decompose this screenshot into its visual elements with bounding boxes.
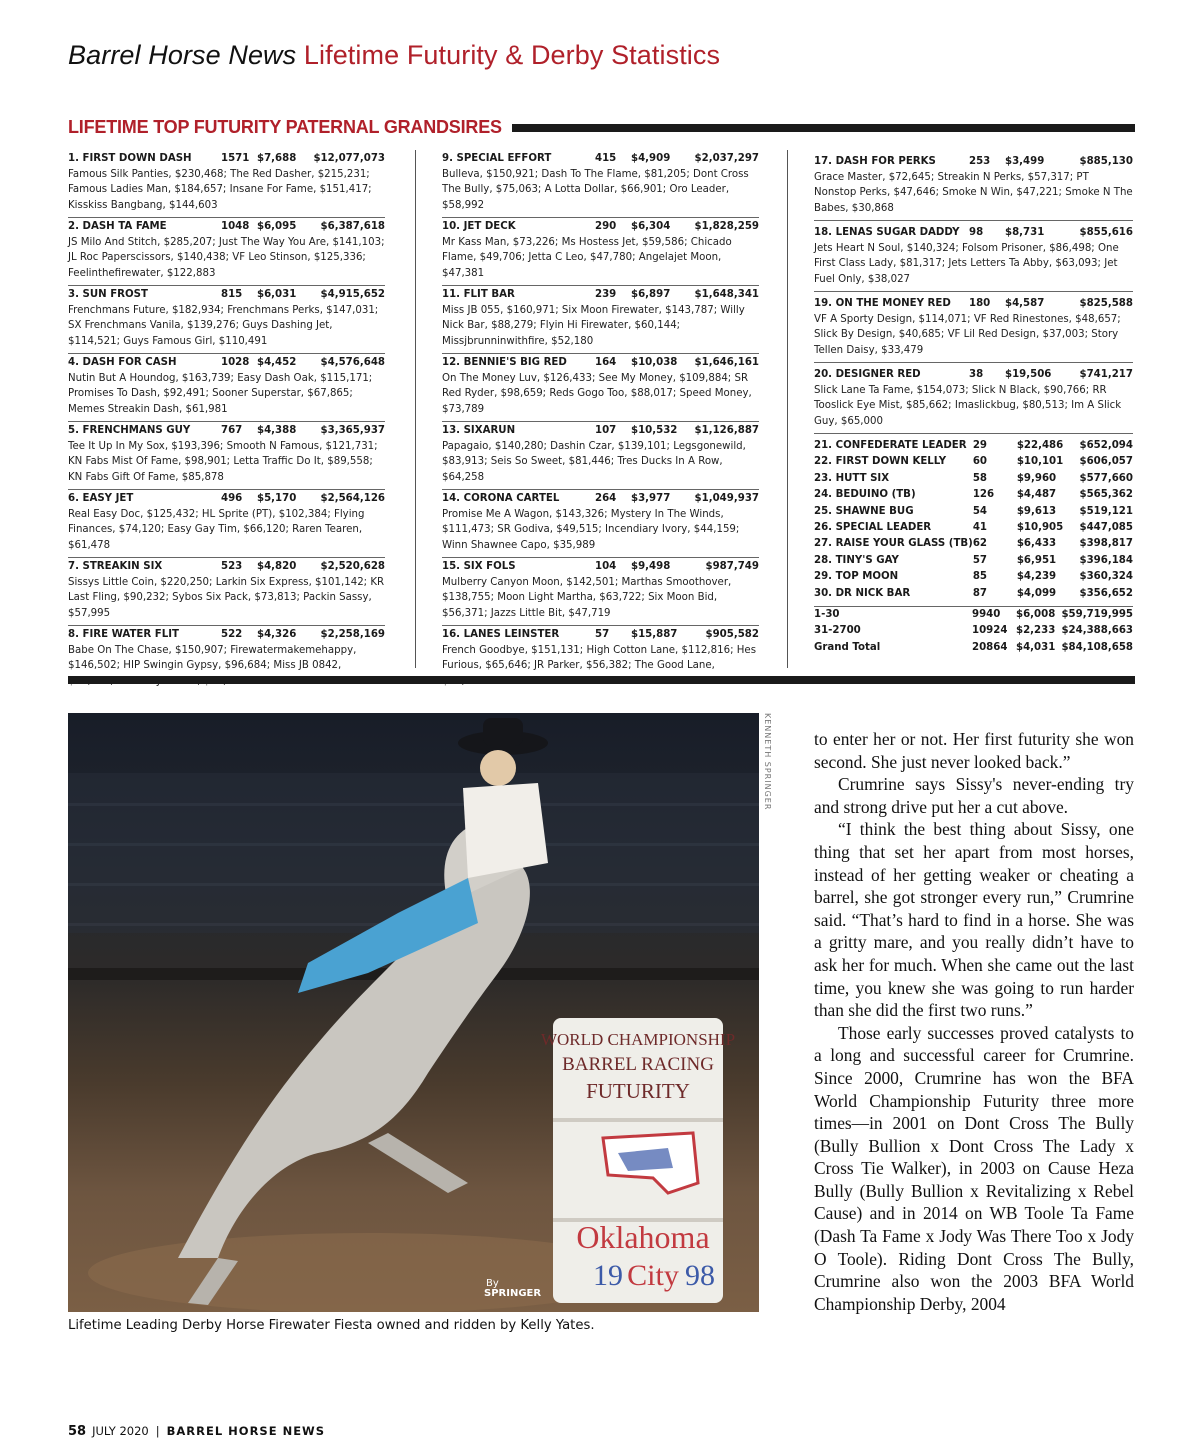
average-earnings: $4,487 xyxy=(1016,489,1057,501)
stats-column-3 xyxy=(814,150,1133,656)
page-title xyxy=(68,40,720,71)
average-earnings: $6,031 xyxy=(257,289,297,300)
top-earners-list: Papagaio, $140,280; Dashin Czar, $139,101; Legsgonewild, $83,913; Seis So Sweet, $81,446; Tres Ducks In A Row, $64,258 xyxy=(442,440,746,483)
article-paragraph-3: “I think the best thing about Sissy, one thing that set her apart from most horses, instead of her getting weaker or cheating a barrel, she got stronger every run,” Crumrine said. “That’s hard to find in a horse. She was a gritty mare, and you really didn’t have to ask her for much. When she came out the last time, you knew she was going to run harder than she did the first two runs.” xyxy=(814,819,1134,1021)
top-earners-list: Frenchmans Future, $182,934; Frenchmans Perks, $147,031; SX Frenchmans Vanila, $139,276; Guys Dashing Jet, $114,521; Guys Famous Girl, $110,491 xyxy=(68,304,379,347)
sire-entry xyxy=(68,422,385,490)
average-earnings: $6,897 xyxy=(631,289,671,300)
total-earnings: $24,388,663 xyxy=(1061,625,1133,637)
sire-name: 2. DASH TA FAME xyxy=(68,221,167,232)
average-earnings: $4,909 xyxy=(631,153,671,164)
total-earnings: $2,258,169 xyxy=(320,629,385,640)
sire-entry-header xyxy=(814,154,1133,170)
total-earnings: $2,520,628 xyxy=(320,561,385,572)
sire-entry xyxy=(442,490,759,558)
total-earnings: $356,652 xyxy=(1079,587,1133,599)
average-earnings: $22,486 xyxy=(1016,440,1064,451)
rank-row xyxy=(814,586,1133,602)
footer-separator: | xyxy=(155,1424,160,1438)
total-earnings: $447,085 xyxy=(1079,522,1133,534)
foal-count: 126 xyxy=(972,489,995,501)
sire-entry-header xyxy=(68,219,385,235)
sire-entry-header xyxy=(814,367,1133,383)
sire-name: 10. JET DECK xyxy=(442,221,516,232)
total-earnings: $905,582 xyxy=(705,629,759,640)
sire-name: 1-30 xyxy=(814,609,840,621)
sire-name: 1. FIRST DOWN DASH xyxy=(68,153,192,164)
sire-name: 16. LANES LEINSTER xyxy=(442,629,560,640)
total-earnings: $1,126,887 xyxy=(694,425,759,436)
average-earnings: $6,951 xyxy=(1016,554,1057,566)
sire-entry xyxy=(68,286,385,354)
total-row xyxy=(814,640,1133,656)
column-3-entries xyxy=(814,150,1133,434)
foal-count: 62 xyxy=(972,538,988,550)
photographer-signature-name: SPRINGER xyxy=(484,1288,542,1299)
foal-count: 58 xyxy=(972,472,988,484)
barrel-year-1: 19 xyxy=(593,1259,623,1292)
sire-entry xyxy=(442,558,759,626)
stats-column-2 xyxy=(442,150,759,693)
sire-entry-header xyxy=(442,287,759,303)
total-earnings: $987,749 xyxy=(705,561,759,572)
section-heading: LIFETIME TOP FUTURITY PATERNAL GRANDSIRES xyxy=(68,116,502,137)
total-earnings: $2,037,297 xyxy=(694,153,759,164)
barrel-text-line-3: FUTURITY xyxy=(586,1079,690,1103)
rank-row xyxy=(814,569,1133,585)
average-earnings: $6,433 xyxy=(1016,538,1057,550)
sire-entry xyxy=(814,221,1133,292)
foal-count: 767 xyxy=(221,425,243,436)
sire-entry-header xyxy=(68,423,385,439)
sire-name: 19. ON THE MONEY RED xyxy=(814,298,951,309)
sire-name: 30. DR NICK BAR xyxy=(814,587,911,599)
sire-name: 18. LENAS SUGAR DADDY xyxy=(814,227,960,238)
average-earnings: $9,498 xyxy=(631,561,671,572)
average-earnings: $4,239 xyxy=(1016,571,1057,583)
sire-name: 29. TOP MOON xyxy=(814,571,899,583)
sire-entry-header xyxy=(68,287,385,303)
sire-entry-header xyxy=(68,559,385,575)
sire-entry xyxy=(442,286,759,354)
sire-entry xyxy=(442,218,759,286)
sire-name: 4. DASH FOR CASH xyxy=(68,357,177,368)
top-earners-list: Slick Lane Ta Fame, $154,073; Slick N Black, $90,766; RR Tooslick Eye Mist, $85,662; Imaslickbug, $80,513; Im A Slick Guy, $65,000 xyxy=(814,384,1122,427)
average-earnings: $7,688 xyxy=(257,153,297,164)
average-earnings: $4,452 xyxy=(257,357,297,368)
barrel-year-2: 98 xyxy=(685,1259,715,1292)
sire-name: 27. RAISE YOUR GLASS (TB) xyxy=(814,538,973,550)
top-earners-list: Tee It Up In My Sox, $193,396; Smooth N Famous, $121,731; KN Fabs Mist Of Fame, $98,901; Letta Traffic Do It, $89,558; KN Fabs Gift Of Fame, $85,878 xyxy=(68,440,378,483)
top-earners-list: Mulberry Canyon Moon, $142,501; Marthas Smoothover, $138,755; Moon Light Martha, $63,722; Six Moon Bid, $56,371; Jazzs Little Bit, $47,719 xyxy=(442,576,732,619)
photo-credit: KENNETH SPRINGER xyxy=(763,713,772,811)
photographer-signature-by: By xyxy=(486,1278,499,1289)
total-earnings: $398,817 xyxy=(1079,538,1133,550)
foal-count: 180 xyxy=(969,298,991,309)
top-earners-list: On The Money Luv, $126,433; See My Money, $109,884; SR Red Ryder, $98,659; Reds Gogo Too, $88,017; Speed Money, $73,789 xyxy=(442,372,752,415)
total-earnings: $741,217 xyxy=(1079,369,1133,380)
foal-count: 87 xyxy=(972,587,988,599)
sire-name: 23. HUTT SIX xyxy=(814,472,890,484)
average-earnings: $10,532 xyxy=(631,425,678,436)
barrel-text-line-1: WORLD CHAMPIONSHIP xyxy=(540,1030,736,1049)
foal-count: 522 xyxy=(221,629,243,640)
sire-name: 8. FIRE WATER FLIT xyxy=(68,629,179,640)
sire-name: 13. SIXARUN xyxy=(442,425,516,436)
sire-entry-header xyxy=(68,491,385,507)
foal-count: 264 xyxy=(595,493,617,504)
article-paragraph-1: to enter her or not. Her first futurity she won second. She just never looked back.” xyxy=(814,729,1134,772)
top-earners-list: Babe On The Chase, $150,907; Firewatermakemehappy, $146,502; HIP Swingin Gypsy, $96,684; Miss JB 0842, xyxy=(68,644,357,671)
total-row xyxy=(814,607,1133,624)
magazine-name: BARREL HORSE NEWS xyxy=(166,1424,326,1438)
sire-entry-header xyxy=(68,151,385,167)
foal-count: 38 xyxy=(969,369,984,380)
foal-count: 253 xyxy=(969,156,991,167)
sire-entry xyxy=(442,150,759,218)
average-earnings: $4,326 xyxy=(257,629,297,640)
sire-name: 7. STREAKIN SIX xyxy=(68,561,163,572)
top-earners-list: Miss JB 055, $160,971; Six Moon Firewater, $143,787; Willy Nick Bar, $88,279; Flyin Hi Firewater, $60,144; Missjbrunninwithfire, $52,180 xyxy=(442,304,745,347)
sire-entry-header xyxy=(814,296,1133,312)
sire-name: 11. FLIT BAR xyxy=(442,289,515,300)
sire-name: 20. DESIGNER RED xyxy=(814,369,921,380)
photo-illustration xyxy=(68,713,759,1312)
stats-column-1 xyxy=(68,150,385,693)
stats-title: Lifetime Futurity & Derby Statistics xyxy=(303,40,721,70)
sire-entry-header xyxy=(442,219,759,235)
total-earnings: $1,049,937 xyxy=(694,493,759,504)
section-heading-row xyxy=(68,114,1135,140)
foal-count: 1571 xyxy=(221,153,250,164)
sire-name: 21. CONFEDERATE LEADER xyxy=(814,440,967,451)
average-earnings: $9,613 xyxy=(1016,505,1057,517)
sire-entry xyxy=(68,218,385,286)
sire-name: 9. SPECIAL EFFORT xyxy=(442,153,552,164)
sire-name: 14. CORONA CARTEL xyxy=(442,493,560,504)
top-earners-list: Promise Me A Wagon, $143,326; Mystery In The Winds, $111,473; SR Godiva, $49,515; Incendiary Ivory, $44,159; Winn Shawnee Capo, $35,989 xyxy=(442,508,740,551)
sire-name: 26. SPECIAL LEADER xyxy=(814,522,932,534)
average-earnings: $4,820 xyxy=(257,561,297,572)
top-earners-list: Mr Kass Man, $73,226; Ms Hostess Jet, $59,586; Chicado Flame, $49,706; Jetta C Leo, $47,780; Angelajet Moon, $47,381 xyxy=(442,236,732,279)
sire-name: 31-2700 xyxy=(814,625,861,637)
sire-name: 24. BEDUINO (TB) xyxy=(814,489,916,501)
barrel-racing-photo xyxy=(68,713,759,1312)
total-earnings: $360,324 xyxy=(1079,571,1133,583)
foal-count: 9940 xyxy=(972,609,1001,621)
article-body xyxy=(814,728,1134,1315)
top-earners-list: Nutin But A Houndog, $163,739; Easy Dash Oak, $115,171; Promises To Dash, $92,491; Sooner Superstar, $67,865; Memes Streakin Dash, $61,981 xyxy=(68,372,373,415)
top-earners-list: Real Easy Doc, $125,432; HL Sprite (PT), $102,384; Flying Finances, $74,120; Easy Gay Tim, $66,120; Raren Tearen, $61,478 xyxy=(68,508,365,551)
barrel xyxy=(541,1018,735,1303)
average-earnings: $10,905 xyxy=(1016,522,1064,534)
sire-entry-header xyxy=(442,423,759,439)
foal-count: 496 xyxy=(221,493,243,504)
top-earners-list: Famous Silk Panties, $230,468; The Red Dasher, $215,231; Famous Ladies Man, $184,657; Insane For Fame, $151,417; Kisskiss Bangbang, $144,603 xyxy=(68,168,372,211)
top-earners-list: JS Milo And Stitch, $285,207; Just The Way You Are, $141,103; JL Roc Paperscissors, $140,438; VF Leo Stinson, $125,336; Feelinthefirewater, $122,883 xyxy=(68,236,385,279)
foal-count: 98 xyxy=(969,227,984,238)
sire-entry xyxy=(68,558,385,626)
sire-name: 17. DASH FOR PERKS xyxy=(814,156,936,167)
total-earnings: $1,646,161 xyxy=(694,357,759,368)
sire-entry xyxy=(68,150,385,218)
sire-entry-header xyxy=(814,225,1133,241)
top-earners-list: French Goodbye, $151,131; High Cotton Lane, $112,816; Hes Furious, $65,646; JR Parker, $56,382; The Good Lane, xyxy=(442,644,757,671)
total-earnings: $519,121 xyxy=(1079,505,1133,517)
total-earnings: $855,616 xyxy=(1079,227,1133,238)
magazine-title: Barrel Horse News xyxy=(68,40,297,70)
sire-name: 12. BENNIE'S BIG RED xyxy=(442,357,567,368)
total-earnings: $825,588 xyxy=(1079,298,1133,309)
barrel-city-word-2: City xyxy=(627,1259,679,1292)
top-earners-list: VF A Sporty Design, $114,071; VF Red Rinestones, $48,657; Slick By Design, $40,685; VF Lil Red Design, $37,003; Story Tellen Daisy, $33,479 xyxy=(814,313,1121,356)
sire-entry xyxy=(814,150,1133,221)
average-earnings: $3,499 xyxy=(1005,156,1045,167)
article-paragraph-2: Crumrine says Sissy's never-ending try and strong drive put her a cut above. xyxy=(814,774,1134,817)
total-earnings: $565,362 xyxy=(1079,489,1133,501)
foal-count: 104 xyxy=(595,561,617,572)
average-earnings: $4,099 xyxy=(1016,587,1057,599)
rank-row xyxy=(814,487,1133,503)
sire-entry xyxy=(442,422,759,490)
top-earners-list: Sissys Little Coin, $220,250; Larkin Six Express, $101,142; KR Last Fling, $90,232; Sybos Six Pack, $73,813; Packin Sassy, $57,995 xyxy=(68,576,385,619)
foal-count: 10924 xyxy=(972,625,1008,637)
total-earnings: $652,094 xyxy=(1079,440,1133,451)
issue-date: JULY 2020 xyxy=(92,1424,149,1438)
sire-name: 5. FRENCHMANS GUY xyxy=(68,425,191,436)
column-divider xyxy=(415,150,416,668)
total-earnings: $2,564,126 xyxy=(320,493,385,504)
foal-count: 523 xyxy=(221,561,243,572)
sire-name: 3. SUN FROST xyxy=(68,289,148,300)
total-earnings: $1,828,259 xyxy=(694,221,759,232)
top-earners-list: Bulleva, $150,921; Dash To The Flame, $81,205; Dont Cross The Bully, $75,063; A Lotta Dollar, $66,901; Oro Leader, $58,992 xyxy=(442,168,749,211)
sire-entry-header xyxy=(442,355,759,371)
total-earnings: $396,184 xyxy=(1079,554,1133,566)
total-earnings: $1,648,341 xyxy=(694,289,759,300)
total-earnings: $3,365,937 xyxy=(320,425,385,436)
foal-count: 415 xyxy=(595,153,617,164)
foal-count: 1048 xyxy=(221,221,250,232)
sire-entry-header xyxy=(442,151,759,167)
total-earnings: $6,387,618 xyxy=(320,221,385,232)
foal-count: 815 xyxy=(221,289,243,300)
foal-count: 85 xyxy=(972,571,988,583)
barrel-city-word-1: Oklahoma xyxy=(576,1219,710,1255)
rank-row xyxy=(814,471,1133,487)
average-earnings: $2,233 xyxy=(1016,625,1056,637)
total-earnings: $84,108,658 xyxy=(1061,641,1133,653)
average-earnings: $5,170 xyxy=(257,493,297,504)
foal-count: 290 xyxy=(595,221,617,232)
total-earnings: $59,719,995 xyxy=(1061,609,1133,621)
foal-count: 1028 xyxy=(221,357,250,368)
average-earnings: $10,038 xyxy=(631,357,678,368)
rank-row xyxy=(814,454,1133,470)
average-earnings: $6,095 xyxy=(257,221,297,232)
heading-rule xyxy=(512,124,1135,132)
sire-name: 22. FIRST DOWN KELLY xyxy=(814,456,947,468)
foal-count: 164 xyxy=(595,357,617,368)
page-number: 58 xyxy=(68,1423,87,1439)
total-earnings: $885,130 xyxy=(1079,156,1133,167)
sire-entry xyxy=(68,354,385,422)
average-earnings: $4,388 xyxy=(257,425,297,436)
foal-count: 54 xyxy=(972,505,988,517)
rank-row xyxy=(814,438,1133,454)
average-earnings: $3,977 xyxy=(631,493,671,504)
average-earnings: $6,304 xyxy=(631,221,671,232)
total-earnings: $577,660 xyxy=(1079,472,1133,484)
top-earners-list: Grace Master, $72,645; Streakin N Perks, $57,317; PT Nonstop Perks, $47,646; Smoke N Win, $47,221; Smoke N The Babes, $30,868 xyxy=(814,171,1133,214)
foal-count: 107 xyxy=(595,425,617,436)
page-footer xyxy=(68,1424,325,1438)
ranks-21-30-table xyxy=(814,438,1133,602)
foal-count: 20864 xyxy=(972,641,1008,653)
average-earnings: $6,008 xyxy=(1016,609,1056,621)
total-earnings: $12,077,073 xyxy=(313,153,385,164)
average-earnings: $10,101 xyxy=(1016,456,1064,468)
average-earnings: $8,731 xyxy=(1005,227,1045,238)
average-earnings: $4,031 xyxy=(1016,641,1056,653)
rank-row xyxy=(814,520,1133,536)
sire-entry xyxy=(814,363,1133,434)
top-earners-list: Jets Heart N Soul, $140,324; Folsom Prisoner, $86,498; One First Class Lady, $81,317; Jets Letters Ta Abby, $63,093; Jet Fuel Only, $38,027 xyxy=(814,242,1119,285)
rank-row xyxy=(814,504,1133,520)
sire-entry xyxy=(814,292,1133,363)
sire-entry-header xyxy=(442,627,759,643)
foal-count: 41 xyxy=(972,522,988,534)
foal-count: 239 xyxy=(595,289,617,300)
sire-entry-header xyxy=(442,491,759,507)
rank-row xyxy=(814,553,1133,569)
section-divider-rule xyxy=(68,676,1135,684)
total-earnings: $606,057 xyxy=(1079,456,1133,468)
average-earnings: $15,887 xyxy=(631,629,678,640)
sire-name: 25. SHAWNE BUG xyxy=(814,505,914,517)
foal-count: 29 xyxy=(972,440,988,451)
column-divider xyxy=(787,150,788,668)
barrel-text-line-2: BARREL RACING xyxy=(562,1054,714,1075)
average-earnings: $4,587 xyxy=(1005,298,1045,309)
sire-entry xyxy=(68,490,385,558)
article-paragraph-4: Those early successes proved catalysts to a long and successful career for Crumrine. Since 2000, Crumrine has won the BFA World Championship Futurity three more times—in 2001 on Dont Cross The Bully (Bully Bullion x Dont Cross The Lady x Cross Tie Walker), in 2003 on Cause Heza Bully (Bully Bullion x Revitalizing x Rebel Cause) and in 2014 on WB Toole Ta Fame (Dash Ta Fame x Jody Was There Too x Jody O Toole). Riding Dont Cross The Bully, Crumrine also won the 2003 BFA World Championship Derby, 2004 xyxy=(814,1022,1134,1314)
total-earnings: $4,915,652 xyxy=(320,289,385,300)
sire-entry xyxy=(442,354,759,422)
sire-name: 6. EASY JET xyxy=(68,493,134,504)
average-earnings: $19,506 xyxy=(1005,369,1052,380)
rank-row xyxy=(814,536,1133,552)
sire-name: 15. SIX FOLS xyxy=(442,561,516,572)
average-earnings: $9,960 xyxy=(1016,472,1057,484)
foal-count: 57 xyxy=(595,629,610,640)
photo-caption: Lifetime Leading Derby Horse Firewater Fiesta owned and ridden by Kelly Yates. xyxy=(68,1318,595,1333)
sire-name: 28. TINY'S GAY xyxy=(814,554,899,566)
foal-count: 60 xyxy=(972,456,988,468)
total-row xyxy=(814,623,1133,639)
total-earnings: $4,576,648 xyxy=(320,357,385,368)
sire-entry-header xyxy=(442,559,759,575)
totals-table xyxy=(814,606,1133,656)
foal-count: 57 xyxy=(972,554,988,566)
sire-entry-header xyxy=(68,355,385,371)
sire-entry-header xyxy=(68,627,385,643)
sire-name: Grand Total xyxy=(814,641,881,653)
